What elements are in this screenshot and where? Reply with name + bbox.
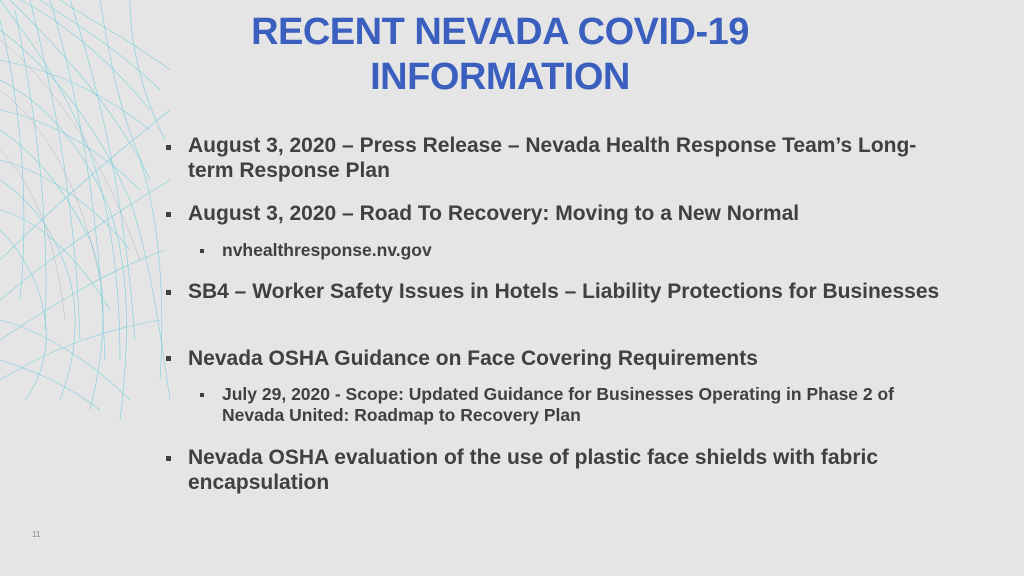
sub-bullet-marker — [200, 393, 204, 397]
slide-title-line-1: RECENT NEVADA COVID-19 — [251, 11, 749, 53]
bullet-item: August 3, 2020 – Press Release – Nevada Health Response Team’s Long-term Response Plan — [188, 134, 917, 182]
bullet-marker — [166, 212, 171, 217]
slide-number: 11 — [32, 530, 41, 539]
bullet-item: SB4 – Worker Safety Issues in Hotels – Liability Protections for Businesses — [188, 280, 940, 303]
bullet-item: Nevada OSHA evaluation of the use of plastic face shields with fabric encapsulation — [188, 446, 879, 494]
bullet-item: August 3, 2020 – Road To Recovery: Moving to a New Normal — [188, 202, 800, 225]
sub-bullet-item: nvhealthresponse.nv.gov — [222, 240, 432, 260]
sub-bullet-marker — [200, 249, 204, 253]
slide-title-line-2: INFORMATION — [370, 56, 630, 98]
sub-bullet-item: July 29, 2020 - Scope: Updated Guidance for Businesses Operating in Phase 2 of Nevada United: Roadmap to Recovery Plan — [222, 384, 895, 425]
bullet-marker — [166, 356, 171, 361]
bullet-marker — [166, 145, 171, 150]
bullet-marker — [166, 456, 171, 461]
bullet-marker — [166, 290, 171, 295]
bullet-item: Nevada OSHA Guidance on Face Covering Requirements — [188, 347, 758, 370]
